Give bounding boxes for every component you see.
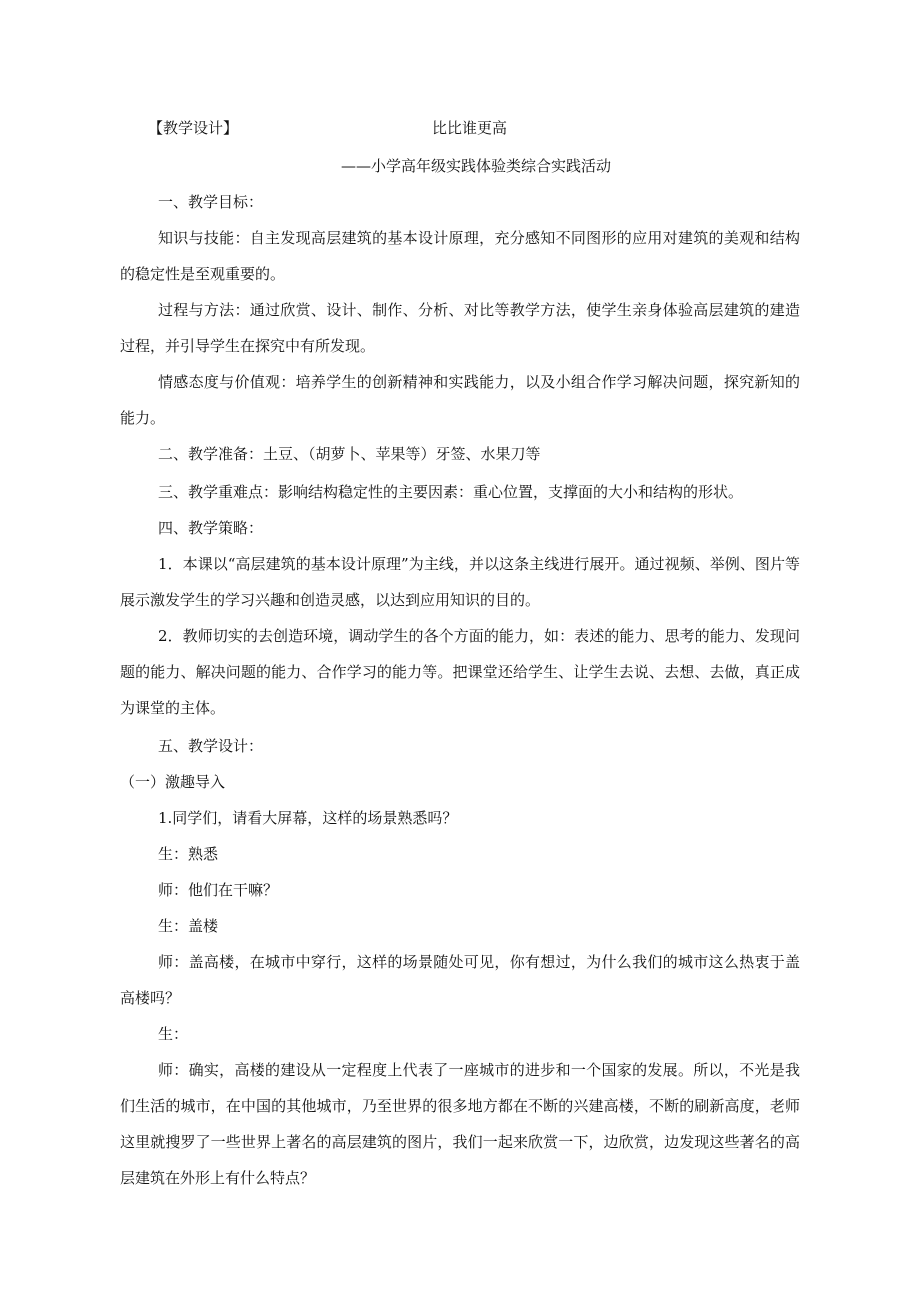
dialog-line-7: 师：确实，高楼的建设从一定程度上代表了一座城市的进步和一个国家的发展。所以，不光是我们生活的城市，在中国的其他城市，乃至世界的很多地方都在不断的兴建高楼，不断的刷新高度，老师这里就搜罗了一些世界上著名的高层建筑的图片，我们一起来欣赏一下，边欣赏，边发现这些著名的高层建筑在外形上有什么特点？ bbox=[120, 1061, 800, 1187]
strategy-item-1: 1．本课以“高层建筑的基本设计原理”为主线，并以这条主线进行展开。通过视频、举例、图片等展示激发学生的学习兴趣和创造灵感，以达到应用知识的目的。 bbox=[120, 555, 800, 609]
intro-heading: （一）激趣导入 bbox=[120, 773, 226, 791]
strategy-heading: 四、教学策略： bbox=[158, 519, 264, 537]
objective-emotion: 情感态度与价值观：培养学生的创新精神和实践能力，以及小组合作学习解决问题，探究新知的能力。 bbox=[120, 373, 800, 427]
strategy-item-2: 2．教师切实的去创造环境，调动学生的各个方面的能力，如：表述的能力、思考的能力、发现问题的能力、解决问题的能力、合作学习的能力等。把课堂还给学生、让学生去说、去想、去做，真正成为课堂的主体。 bbox=[120, 627, 800, 717]
dialog-line-1: 1.同学们，请看大屏幕，这样的场景熟悉吗？ bbox=[158, 809, 458, 827]
document-title: 比比谁更高 bbox=[432, 119, 508, 137]
document-subtitle: ——小学高年级实践体验类综合实践活动 bbox=[341, 157, 612, 175]
dialog-line-5: 师：盖高楼，在城市中穿行，这样的场景随处可见，你有想过，为什么我们的城市这么热衷于盖高楼吗？ bbox=[120, 953, 800, 1007]
dialog-line-2: 生：熟悉 bbox=[158, 845, 219, 863]
objectives-heading: 一、教学目标： bbox=[158, 193, 264, 211]
key-points: 三、教学重难点：影响结构稳定性的主要因素：重心位置，支撑面的大小和结构的形状。 bbox=[158, 483, 744, 501]
objective-process: 过程与方法：通过欣赏、设计、制作、分析、对比等教学方法，使学生亲身体验高层建筑的建造过程，并引导学生在探究中有所发现。 bbox=[120, 301, 800, 355]
dialog-line-3: 师：他们在干嘛？ bbox=[158, 881, 279, 899]
dialog-line-4: 生：盖楼 bbox=[158, 917, 219, 935]
design-label: 【教学设计】 bbox=[148, 119, 239, 137]
design-heading: 五、教学设计： bbox=[158, 737, 264, 755]
dialog-line-6: 生： bbox=[158, 1025, 189, 1043]
preparation: 二、教学准备：土豆、（胡萝卜、苹果等）牙签、水果刀等 bbox=[158, 445, 541, 463]
objective-knowledge: 知识与技能：自主发现高层建筑的基本设计原理，充分感知不同图形的应用对建筑的美观和结构的稳定性是至观重要的。 bbox=[120, 229, 800, 283]
